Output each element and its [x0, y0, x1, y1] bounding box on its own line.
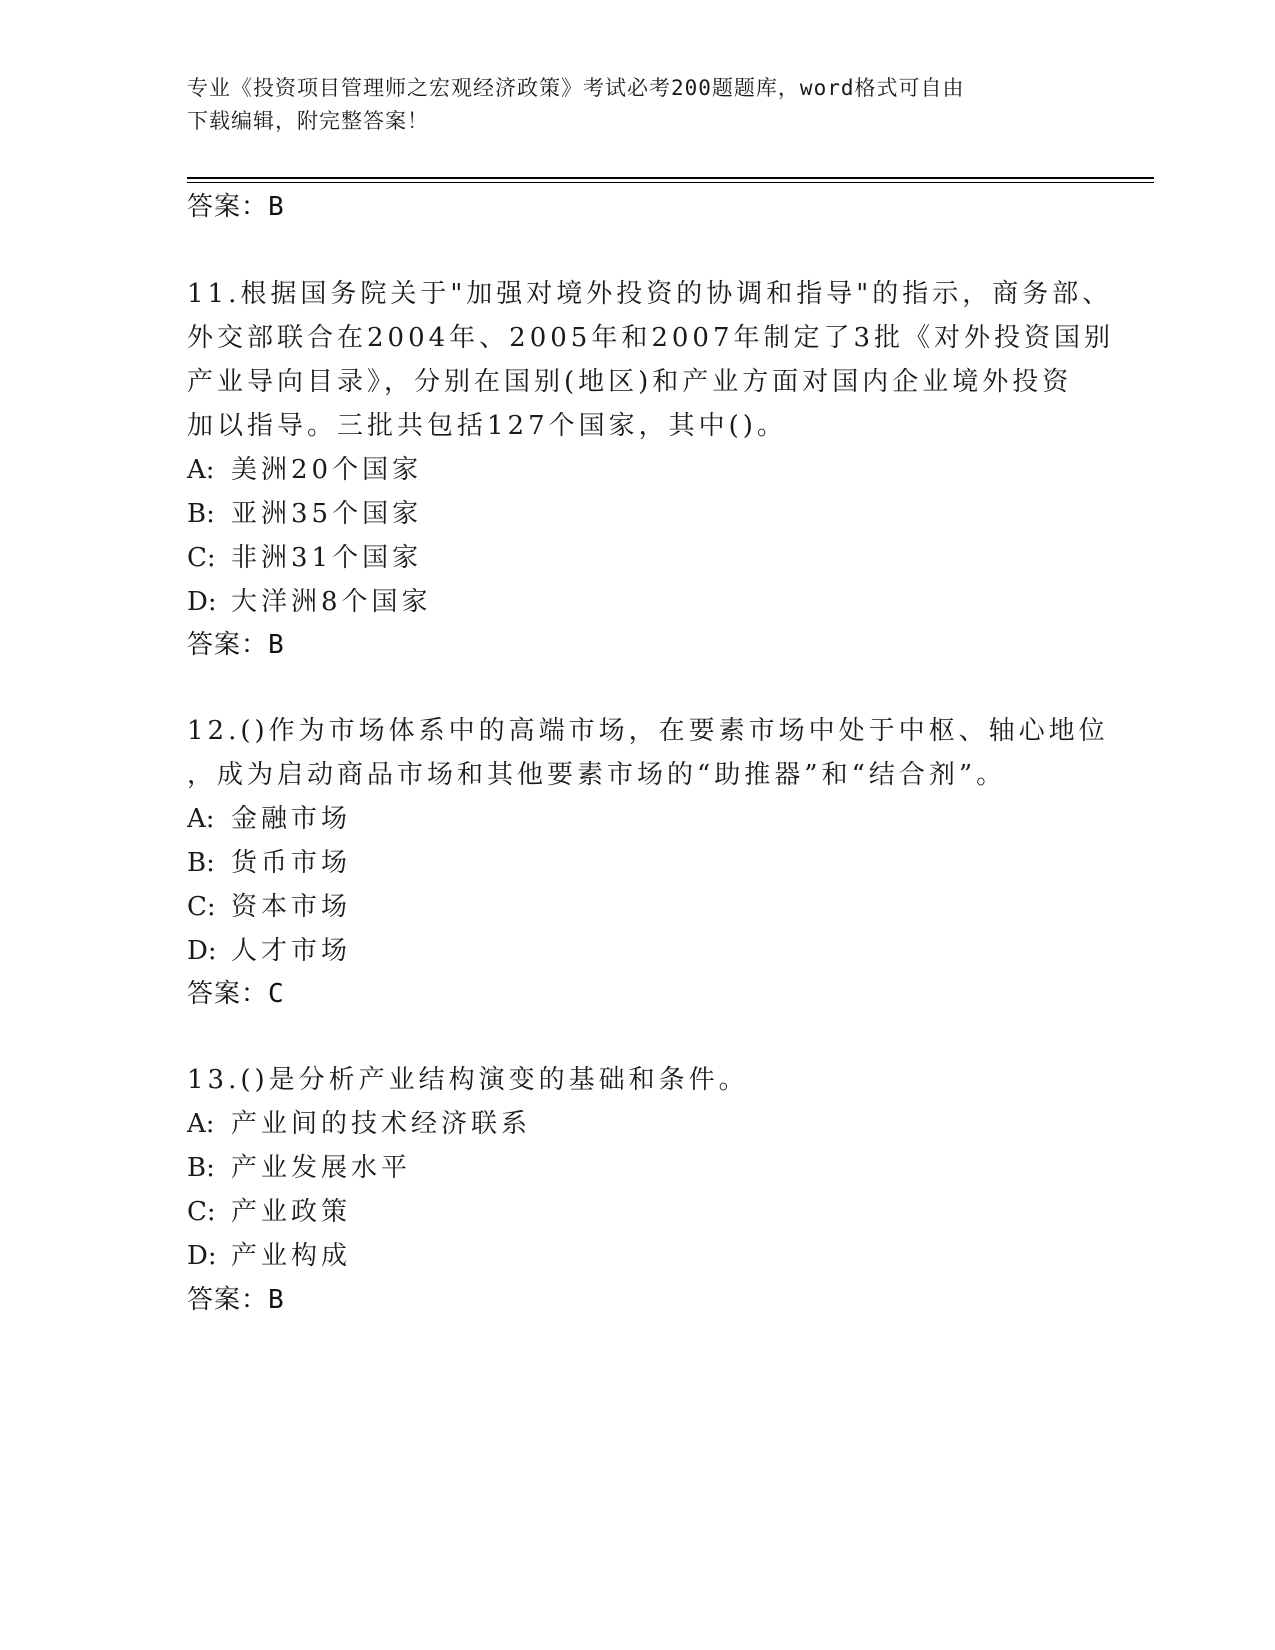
option-key: B: [187, 1153, 215, 1183]
q11-stem-line-4: 加以指导。三批共包括127个国家，其中()。 [187, 411, 787, 441]
q13-option-b [187, 1151, 411, 1185]
header-rule-thin [187, 182, 1154, 183]
option-key: C: [187, 543, 216, 573]
q12-stem-line-2: ，成为启动商品市场和其他要素市场的“助推器”和“结合剂”。 [187, 760, 1007, 790]
option-text: 资本市场 [231, 892, 352, 922]
q12-option-c [187, 890, 351, 924]
option-key: D: [187, 1241, 217, 1271]
header-line-1: 专业《投资项目管理师之宏观经济政策》考试必考200题题库，word格式可自由 [187, 76, 965, 100]
option-key: A: [187, 455, 215, 485]
option-text: 金融市场 [231, 804, 352, 834]
q11-answer: 答案：B [187, 630, 285, 660]
option-key: C: [187, 1197, 216, 1227]
q11-option-d [187, 585, 432, 619]
q12-stem-line-1: 12.()作为市场体系中的高端市场，在要素市场中处于中枢、轴心地位 [187, 716, 1109, 746]
option-text: 大洋洲8个国家 [231, 587, 432, 617]
option-key: A: [187, 804, 215, 834]
option-key: B: [187, 848, 215, 878]
q11-stem-line-2: 外交部联合在2004年、2005年和2007年制定了3批《对外投资国别 [187, 323, 1115, 353]
option-text: 亚洲35个国家 [231, 499, 423, 529]
q13-option-c [187, 1195, 351, 1229]
option-text: 非洲31个国家 [231, 543, 423, 573]
q12-answer: 答案：C [187, 979, 285, 1009]
q11-stem-line-3: 产业导向目录》，分别在国别(地区)和产业方面对国内企业境外投资 [187, 367, 1073, 397]
option-text: 产业政策 [231, 1197, 352, 1227]
option-text: 人才市场 [231, 936, 352, 966]
q11-stem-line-1: 11.根据国务院关于"加强对境外投资的协调和指导"的指示，商务部、 [187, 279, 1113, 309]
option-text: 产业发展水平 [231, 1153, 412, 1183]
option-key: B: [187, 499, 215, 529]
option-key: D: [187, 587, 217, 617]
option-text: 产业间的技术经济联系 [231, 1109, 532, 1139]
document-header [187, 72, 1067, 138]
option-key: D: [187, 936, 217, 966]
q13-answer: 答案：B [187, 1285, 285, 1315]
q11-option-b [187, 497, 422, 531]
q11-option-c [187, 541, 422, 575]
option-text: 货币市场 [231, 848, 352, 878]
q12-option-d [187, 934, 351, 968]
option-key: C: [187, 892, 216, 922]
previous-answer: 答案：B [187, 192, 285, 222]
option-key: A: [187, 1109, 215, 1139]
q13-option-d [187, 1239, 351, 1273]
q12-option-b [187, 846, 351, 880]
q11-option-a [187, 453, 422, 487]
header-line-2: 下载编辑，附完整答案！ [187, 109, 429, 133]
header-rule-thick [187, 177, 1154, 179]
q13-stem-line-1: 13.()是分析产业结构演变的基础和条件。 [187, 1065, 749, 1095]
q12-option-a [187, 802, 351, 836]
option-text: 产业构成 [231, 1241, 352, 1271]
q13-option-a [187, 1107, 531, 1141]
option-text: 美洲20个国家 [231, 455, 423, 485]
